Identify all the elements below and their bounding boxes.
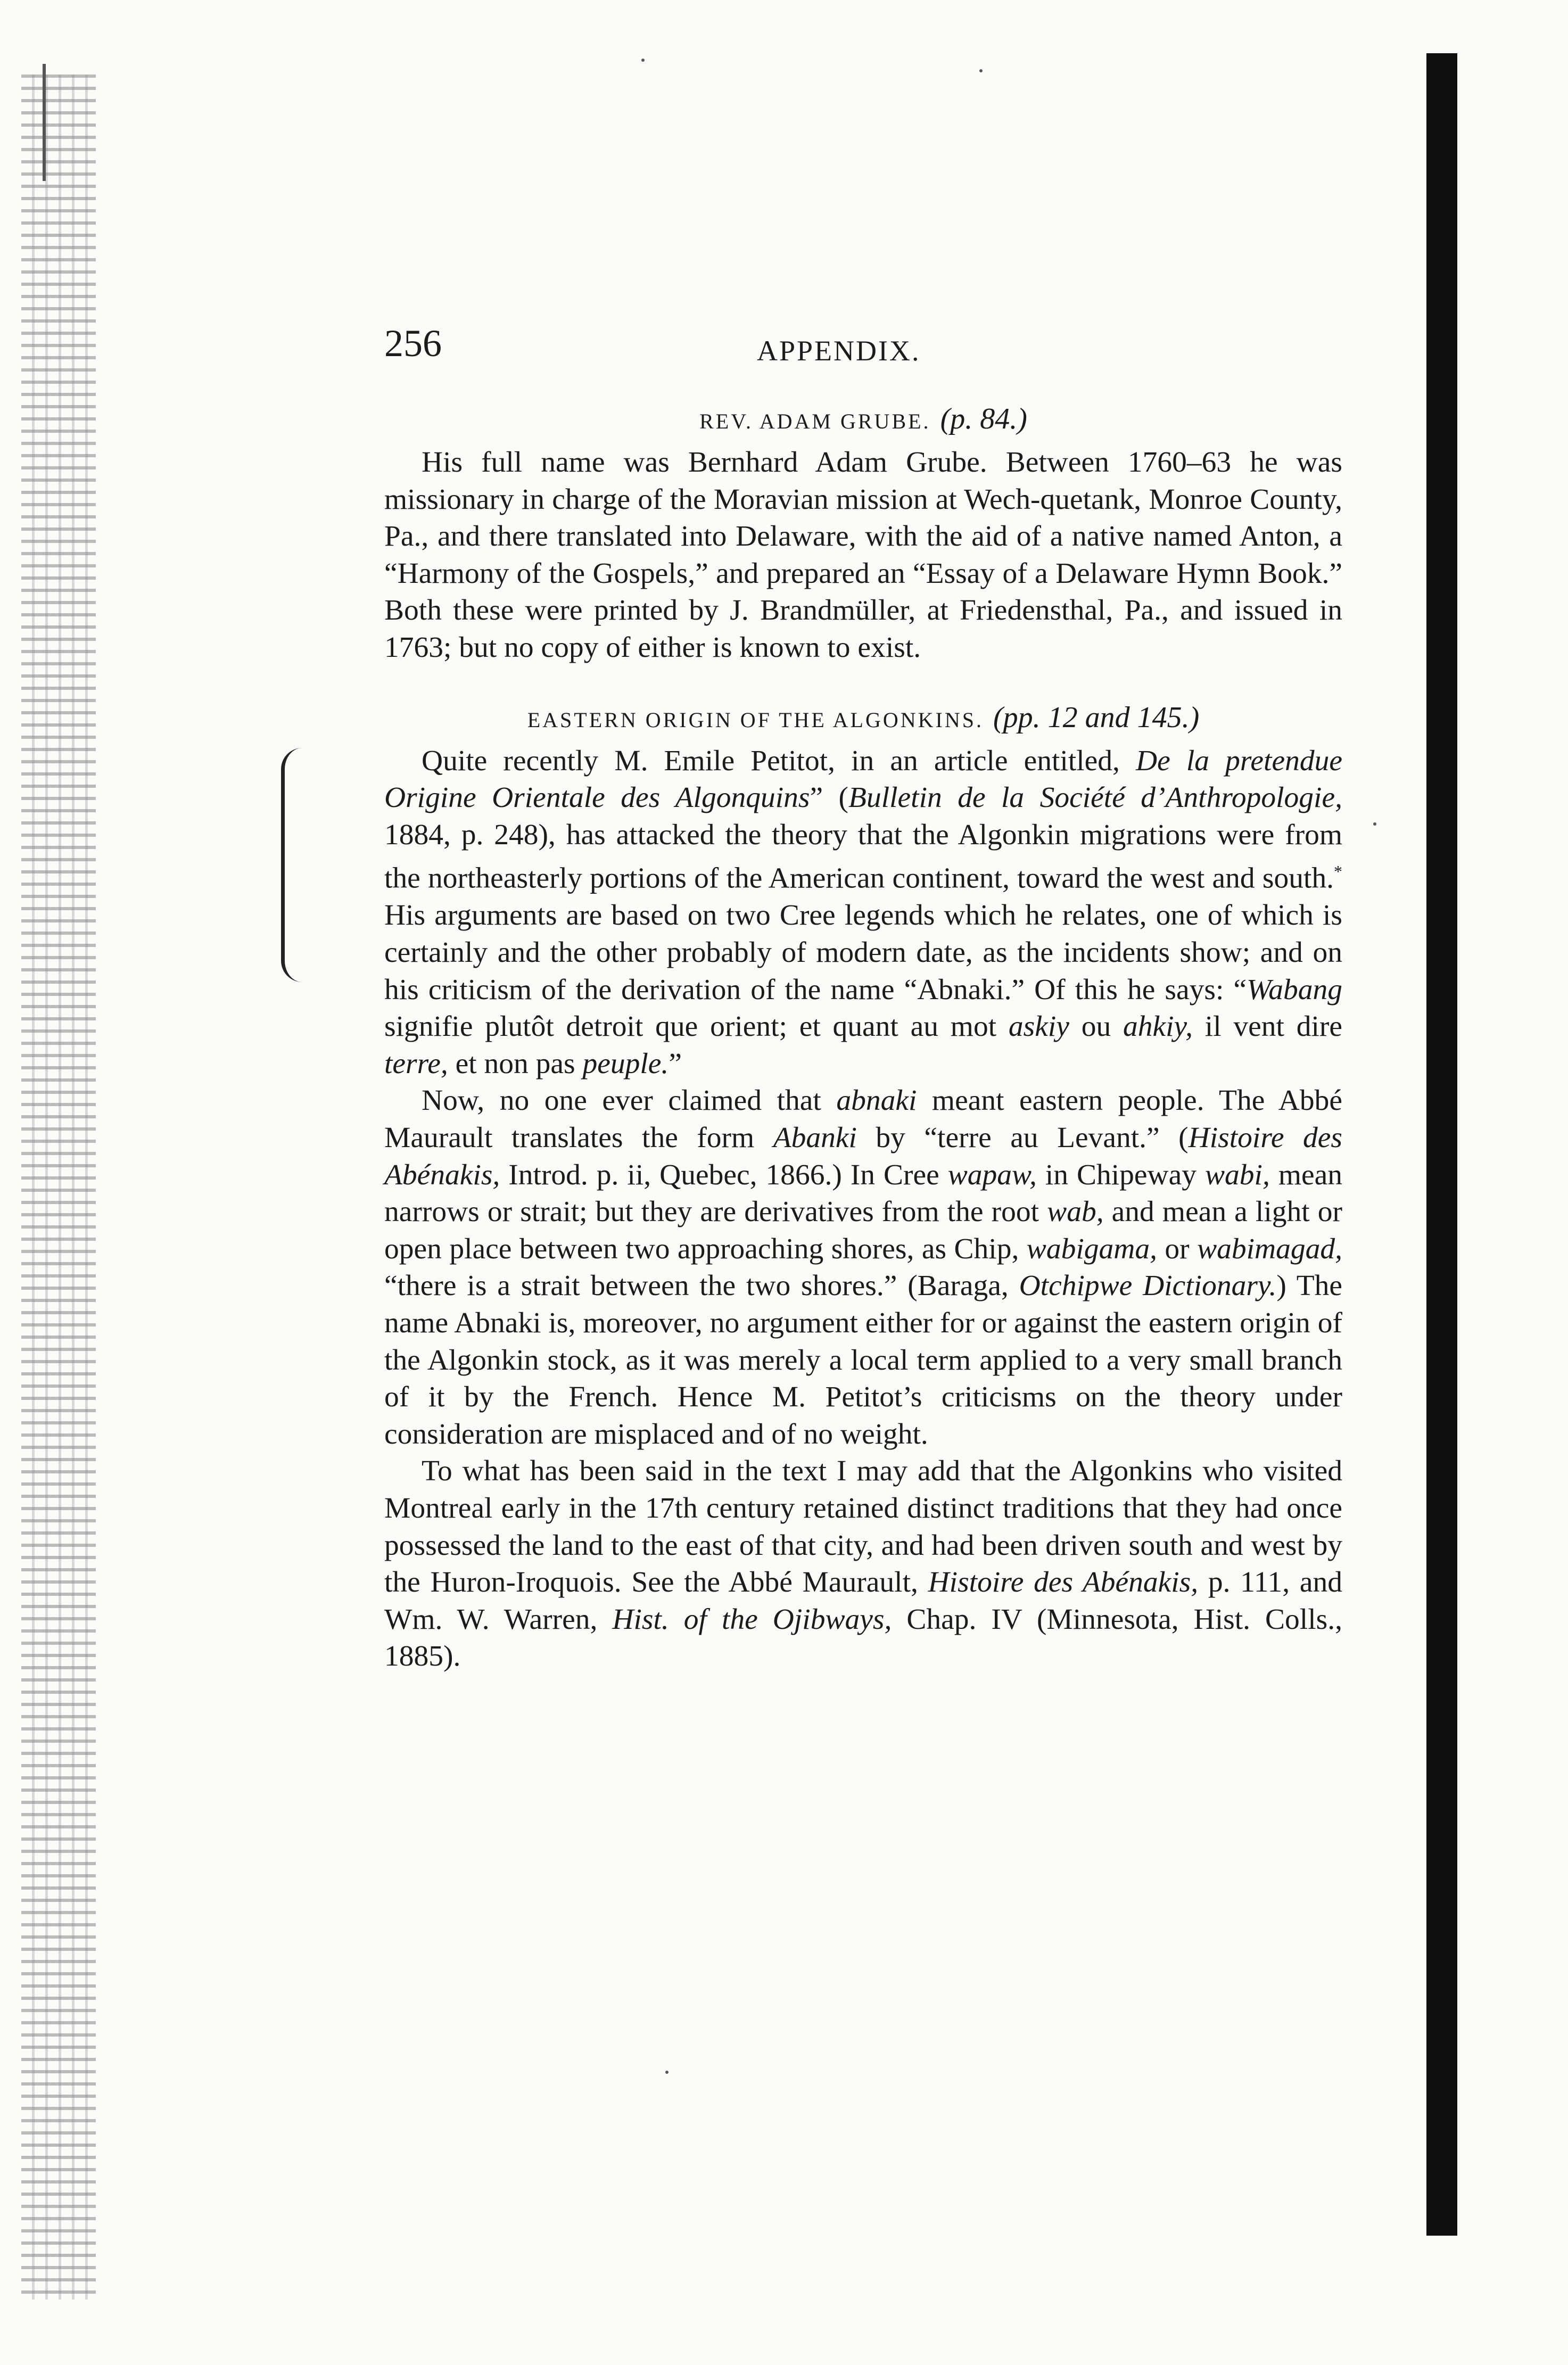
scan-speck	[665, 2071, 669, 2074]
text-run: Now, no one ever claimed that	[422, 1084, 837, 1117]
scan-speck	[641, 59, 645, 62]
italic-title: Otchipwe Dictionary.	[1019, 1270, 1277, 1303]
paragraph	[384, 444, 1342, 666]
running-head: APPENDIX.	[757, 335, 921, 367]
scan-edge-bar	[1426, 53, 1457, 2236]
italic-term: wabimagad,	[1197, 1232, 1343, 1265]
margin-bracket-mark	[281, 748, 317, 982]
text-run: or	[1157, 1232, 1198, 1265]
italic-term: wab,	[1047, 1196, 1104, 1229]
text-run: ) The name Abnaki is, moreover, no argument either for or against the eastern origin of the Algonkin stock, as it was merely a local term applied to a very small branch of it by the French. Hence M. Petitot’s criticisms on the theory under consideration are misplaced and of no weight.	[384, 1270, 1342, 1451]
text-run: meant eastern people. The Abbé Maurault translates the form	[384, 1084, 1342, 1154]
text-run: His arguments are based on two Cree legends which he relates, one of which is certainly and the other probably of modern date, as the incidents show; and on his criticism of the derivation of the name “Abnaki.” Of this he says: “	[384, 899, 1342, 1006]
section-heading-grube	[384, 400, 1342, 441]
paragraph	[384, 1082, 1342, 1453]
italic-title: De la pretendue Origine Orientale des Algonquins	[384, 744, 1342, 814]
italic-term: wapaw,	[947, 1158, 1037, 1191]
text-run: ”	[669, 1047, 682, 1080]
text-run: Chap. IV (Minnesota, Hist. Colls., 1885).	[384, 1603, 1342, 1673]
italic-term: abnaki	[836, 1084, 917, 1117]
italic-term: Wabang	[1247, 973, 1342, 1006]
italic-term: terre,	[384, 1047, 448, 1080]
gutter-mark	[43, 64, 46, 181]
italic-title: Hist. of the Ojibways,	[612, 1603, 892, 1636]
italic-term: askiy	[1008, 1010, 1069, 1043]
text-run: Quite recently M. Emile Petitot, in an article entitled,	[422, 744, 1136, 777]
footnote-mark: *	[1334, 862, 1342, 881]
italic-term: wabi,	[1205, 1158, 1270, 1191]
text-run: il vent dire	[1193, 1010, 1342, 1043]
italic-term: Abanki	[773, 1122, 857, 1154]
page-header	[384, 317, 1342, 370]
section-title: EASTERN ORIGIN OF THE ALGONKINS.	[527, 707, 984, 732]
text-run: by “terre au Levant.” (	[856, 1122, 1189, 1154]
scan-speck	[979, 69, 983, 72]
text-run: signifie plutôt detroit que orient; et quant au mot	[384, 1010, 1009, 1043]
text-run: ” (	[810, 781, 849, 814]
text-run: 1884, p. 248), has attacked the theory that the Algonkin migrations were from the northeasterly portions of the American continent, toward the west and south.	[384, 818, 1342, 895]
text-run: To what has been said in the text I may add that the Algonkins who visited Montreal early in the 17th century retained distinct traditions that they had once possessed the land to the east of that city, and had been driven south and west by the Huron-Iroquois. See the Abbé Maurault,	[384, 1455, 1342, 1599]
paragraph	[384, 743, 1342, 1083]
italic-term: peuple.	[582, 1047, 669, 1080]
paragraph	[384, 1453, 1342, 1675]
section-title: REV. ADAM GRUBE.	[699, 409, 931, 433]
text-run: ou	[1069, 1010, 1123, 1043]
italic-title: Bulletin de la Société d’Anthropologie,	[848, 781, 1342, 814]
section-page-reference: (p. 84.)	[940, 402, 1027, 435]
text-run: Introd. p. ii, Quebec, 1866.) In Cree	[500, 1158, 948, 1191]
book-page	[384, 317, 1342, 1675]
italic-title: Histoire des Abénakis,	[928, 1566, 1199, 1599]
italic-term: ahkiy,	[1123, 1010, 1193, 1043]
italic-title: Histoire des Abénakis,	[384, 1122, 1342, 1191]
section-page-reference: (pp. 12 and 145.)	[993, 701, 1200, 734]
text-run: “there is a strait between the two shores.” (Baraga,	[384, 1270, 1019, 1303]
text-run: et non pas	[448, 1047, 583, 1080]
page-number: 256	[384, 322, 442, 365]
text-run: in Chipeway	[1036, 1158, 1205, 1191]
binding-gutter-shadow	[21, 75, 96, 2300]
italic-term: wabigama,	[1026, 1232, 1157, 1265]
text-run: and mean a light or open place between two approaching shores, as Chip,	[384, 1196, 1343, 1265]
scan-speck	[1373, 822, 1376, 826]
text-run: His full name was Bernhard Adam Grube. Between 1760–63 he was missionary in charge of the Moravian mission at Wech-quetank, Monroe County, Pa., and there translated into Delaware, with the aid of a native named Anton, a “Harmony of the Gospels,” and prepared an “Essay of a Delaware Hymn Book.” Both these were printed by J. Brandmüller, at Friedensthal, Pa., and issued in 1763; but no copy of either is known to exist.	[384, 446, 1342, 664]
section-heading-algonkins	[384, 698, 1342, 739]
text-run: mean narrows or strait; but they are derivatives from the root	[384, 1158, 1343, 1229]
text-run: p. 111, and Wm. W. Warren,	[384, 1566, 1343, 1636]
